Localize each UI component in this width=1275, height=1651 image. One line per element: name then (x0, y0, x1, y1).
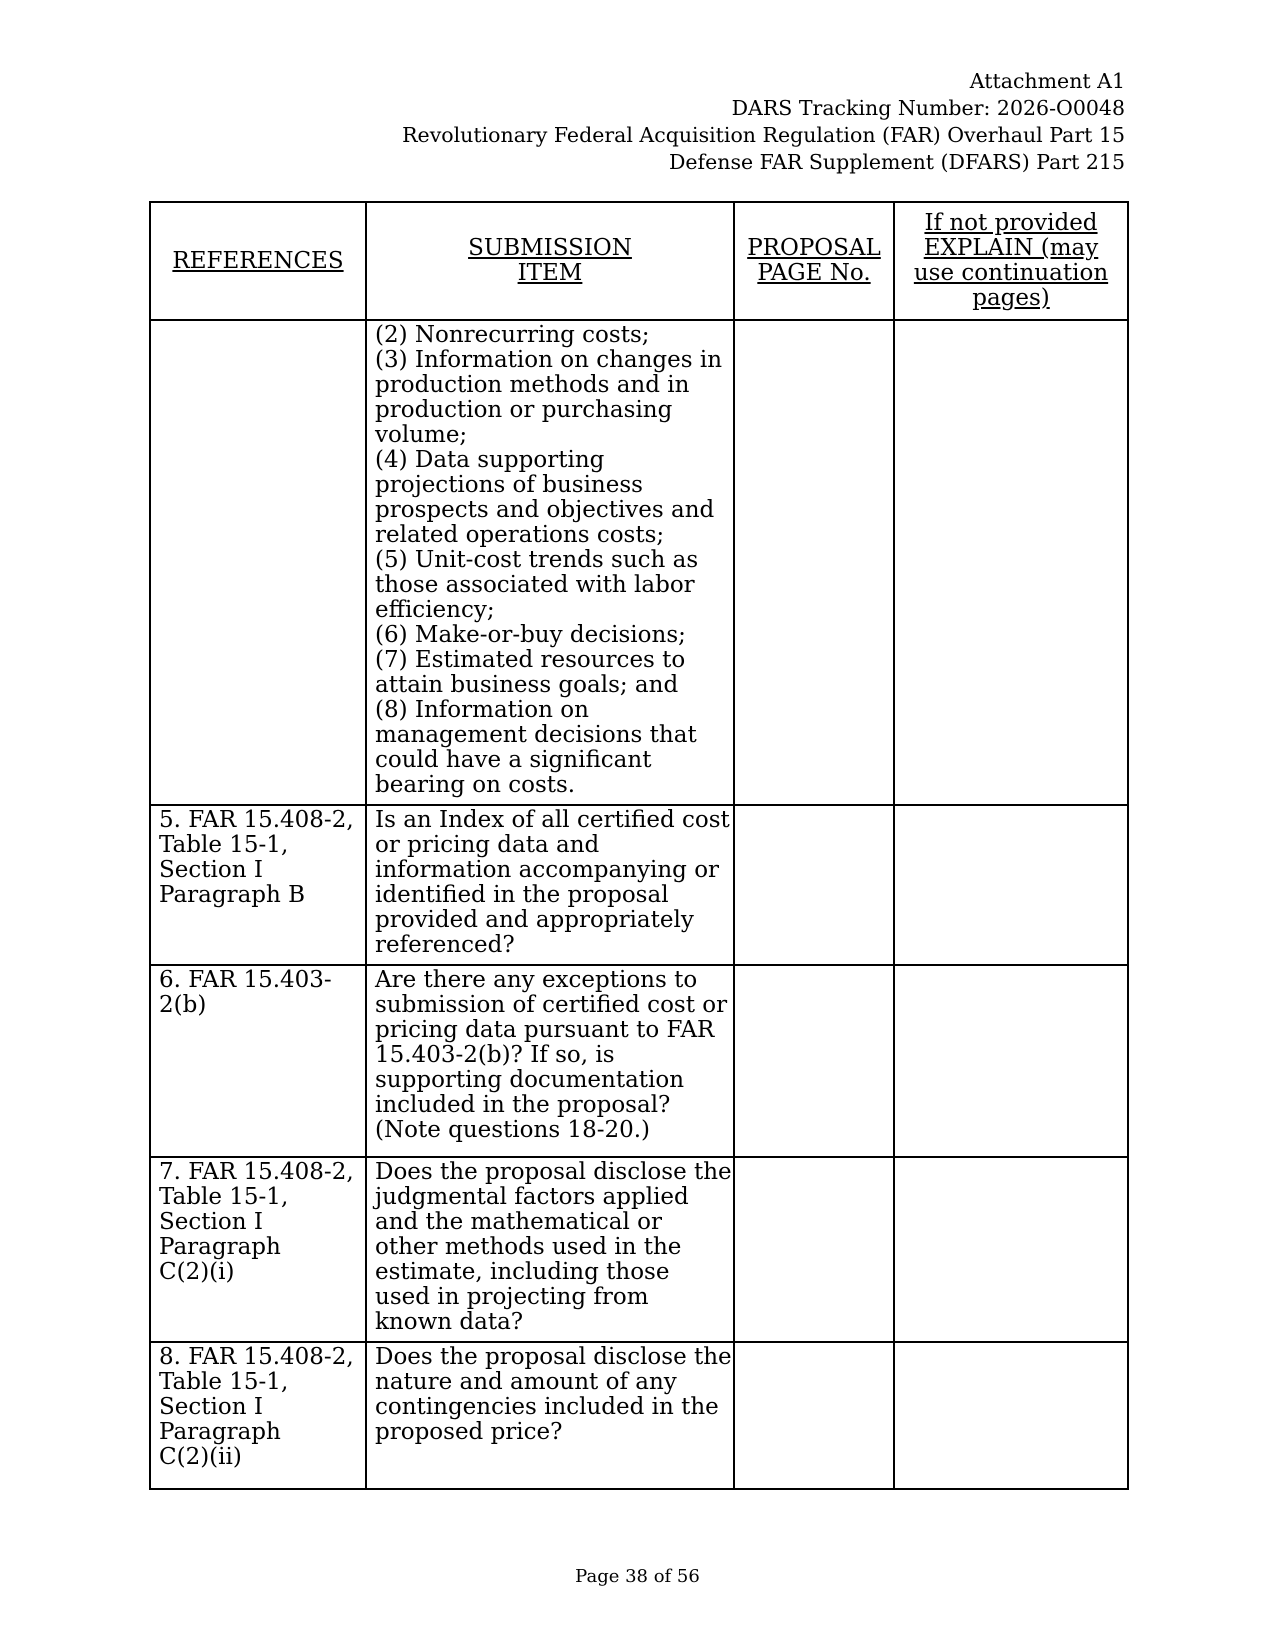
submission-item-cell: Does the proposal disclose the judgmental factors applied and the mathematical or other methods used in the estimate, including those used in projecting from known data? (366, 1157, 734, 1342)
explain-cell (894, 1157, 1128, 1342)
reference-cell: 6. FAR 15.403- 2(b) (150, 965, 366, 1157)
explain-cell (894, 805, 1128, 965)
table-row (150, 965, 1128, 1157)
proposal-page-cell (734, 320, 894, 805)
far-overhaul-title: Revolutionary Federal Acquisition Regulation (FAR) Overhaul Part 15 (402, 123, 1125, 147)
reference-cell: 7. FAR 15.408-2, Table 15-1, Section I Paragraph C(2)(i) (150, 1157, 366, 1342)
explain-column-header (894, 202, 1128, 320)
reference-cell: 8. FAR 15.408-2, Table 15-1, Section I Paragraph C(2)(ii) (150, 1342, 366, 1489)
explain-cell (894, 320, 1128, 805)
table-row (150, 805, 1128, 965)
dars-tracking-number: DARS Tracking Number: 2026-O0048 (731, 96, 1125, 120)
dfars-title: Defense FAR Supplement (DFARS) Part 215 (668, 150, 1125, 174)
submission-item-column-header (366, 202, 734, 320)
references-column-header: REFERENCES (150, 202, 366, 320)
proposal-page-cell (734, 1342, 894, 1489)
explain-cell (894, 965, 1128, 1157)
document-header (402, 68, 1125, 176)
submission-item-cell: Does the proposal disclose the nature and amount of any contingencies included in the proposed price? (366, 1342, 734, 1489)
reference-cell (150, 320, 366, 805)
proposal-page-cell (734, 965, 894, 1157)
attachment-label: Attachment A1 (969, 69, 1125, 93)
submission-item-cell: (2) Nonrecurring costs; (3) Information on changes in production methods and in production or purchasing volume; (4) Data supporting projections of business prospects and objectives and related operations costs; (5) Unit-cost trends such as those associated with labor efficiency; (6) Make-or-buy decisions; (7) Estimated resources to attain business goals; and (8) Information on management decisions that could have a significant bearing on costs. (366, 320, 734, 805)
submission-item-header-text: SUBMISSION ITEM (468, 235, 632, 286)
page-number: Page 38 of 56 (575, 1566, 700, 1587)
proposal-page-cell (734, 805, 894, 965)
submission-checklist-table (149, 201, 1129, 1490)
explain-cell (894, 1342, 1128, 1489)
proposal-page-cell (734, 1157, 894, 1342)
table-header-row (150, 202, 1128, 320)
submission-item-cell: Are there any exceptions to submission of certified cost or pricing data pursuant to FAR 15.403-2(b)? If so, is supporting documentation included in the proposal? (Note questions 18-20.) (366, 965, 734, 1157)
reference-cell: 5. FAR 15.408-2, Table 15-1, Section I Paragraph B (150, 805, 366, 965)
submission-item-cell: Is an Index of all certified cost or pricing data and information accompanying or identified in the proposal provided and appropriately referenced? (366, 805, 734, 965)
table-row (150, 1157, 1128, 1342)
proposal-page-column-header (734, 202, 894, 320)
proposal-page-header-text: PROPOSAL PAGE No. (747, 235, 881, 286)
explain-header-text: If not provided EXPLAIN (may use continuation pages) (913, 210, 1109, 311)
table-row (150, 320, 1128, 805)
table-row (150, 1342, 1128, 1489)
